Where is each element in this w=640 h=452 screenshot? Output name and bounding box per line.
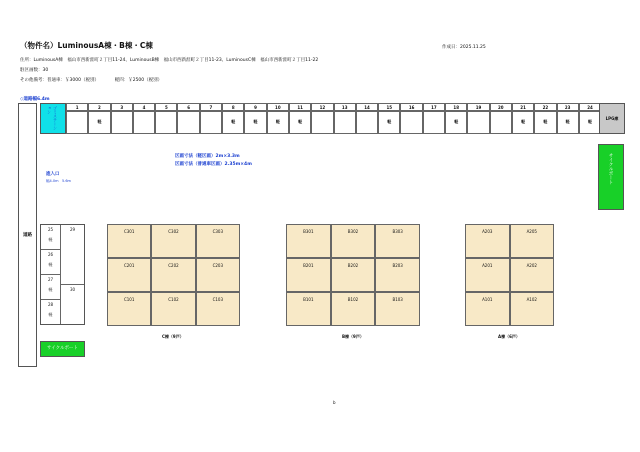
parking-number-cell: 19 [467,103,489,111]
parking-space-cell: 軽 [289,111,311,134]
entrance-label: 進入口 [46,172,60,177]
parking-number-cell: 24 [579,103,601,111]
road-label: 道路 [23,233,32,238]
unit-label: B103 [392,297,403,302]
page-number: b [333,400,336,405]
parking-space-cell: 軽 [512,111,534,134]
total-spaces: 駐区画数：30 [20,68,49,73]
parking-space-cell [490,111,512,134]
parking-number-cell: 23 [557,103,579,111]
parking-number-cell: 16 [400,103,422,111]
parking-space-cell [400,111,422,134]
kei-mark: 軽 [48,237,53,242]
building-a-label: A棟（6戸） [498,334,520,339]
kei-mark: 軽 [48,262,53,267]
unit-label: B102 [347,297,359,302]
building-c-grid [107,224,240,326]
parking-30 [61,285,84,324]
unit-cell [151,292,195,326]
unit-label: C102 [168,297,179,302]
parking-space-cell: 軽 [378,111,400,134]
parking-number-cell: 11 [289,103,311,111]
parking-space-cell [200,111,222,134]
building-a-grid [465,224,554,326]
parking-space-cell [66,111,88,134]
building-b-grid [286,224,420,326]
unit-cell [286,224,331,258]
unit-cell [375,292,420,326]
parking-number-cell: 17 [423,103,445,111]
unit-cell [375,224,420,258]
unit-label: B101 [303,297,314,302]
unit-label: C201 [123,263,135,268]
parking-number: 26 [47,252,54,257]
parking-number-cell: 12 [311,103,333,111]
unit-label: A102 [526,297,537,302]
parking-26 [41,250,61,275]
unit-cell [286,258,331,292]
parking-space-cell: 軽 [534,111,556,134]
address-line: 住所：LuminousA棟 福山市西新涯町２丁目11-24、LuminousB棟 福山市西新涯町２丁目11-23、LuminousC棟 福山市西新涯町２丁目11-22 [20,58,319,63]
parking-number: 27 [47,277,54,282]
parking-number-cell: 6 [177,103,199,111]
entrance-width: 幅4.0m 5.6m [46,179,71,183]
unit-cell [151,258,195,292]
unit-cell [465,258,510,292]
unit-label: B202 [347,263,359,268]
parking-space-cell [423,111,445,134]
parking-number-cell: 2 [88,103,110,111]
parking-number-cell: 5 [155,103,177,111]
parking-number-cell: 7 [200,103,222,111]
cycle-port-right-label: サイクルポート [608,153,613,185]
parking-space-cell [177,111,199,134]
fee-note: その他備考：普通車：￥3000（税別） 軽四：￥2500（税別） [20,78,163,83]
unit-label: A203 [482,229,493,234]
unit-label: B201 [303,263,314,268]
unit-cell [107,292,151,326]
created-date: 作成日：2025.11.25 [442,45,486,50]
parking-number-row [66,103,601,111]
parking-space-cell [111,111,133,134]
parking-space-cell: 軽 [267,111,289,134]
unit-label: C301 [123,229,135,234]
unit-cell [331,258,376,292]
unit-cell [107,224,151,258]
kei-mark: 軽 [48,312,53,317]
unit-cell [465,224,510,258]
parking-number: 30 [69,287,76,292]
unit-label: C203 [212,263,224,268]
unit-cell [510,224,555,258]
unit-cell [510,258,555,292]
cycle-port-bottom: サイクルポート [40,341,85,357]
unit-cell [151,224,195,258]
lpg-storage: LPG庫 [599,103,625,134]
unit-cell [196,292,240,326]
parking-29 [61,225,84,285]
parking-space-cell [467,111,489,134]
parking-number-cell: 8 [222,103,244,111]
parking-space-cell [133,111,155,134]
unit-cell [331,224,376,258]
garbage-station [40,103,66,134]
parking-28 [41,300,61,324]
parking-number-cell: 15 [378,103,400,111]
parking-number-cell: 4 [133,103,155,111]
parking-space-cell: 軽 [579,111,601,134]
parking-space-cell: 軽 [244,111,266,134]
parking-space-cell [155,111,177,134]
unit-cell [107,258,151,292]
parking-space-cell: 軽 [557,111,579,134]
unit-label: B303 [392,229,403,234]
unit-cell [331,292,376,326]
parking-space-cell: 軽 [445,111,467,134]
parking-27 [41,275,61,300]
parking-number-cell: 20 [490,103,512,111]
garbage-station-label: ゴミステーション [47,106,58,130]
unit-cell [196,258,240,292]
light-space-dims: 区画寸法（軽区画）2m×3.3m [175,154,240,159]
unit-cell [510,292,555,326]
unit-cell [465,292,510,326]
unit-label: A202 [526,263,537,268]
unit-label: A101 [482,297,493,302]
parking-number-cell: 9 [244,103,266,111]
road-width-label: ◇道路幅6.4m [20,97,50,102]
unit-label: A201 [482,263,493,268]
parking-number-cell: 13 [334,103,356,111]
parking-number: 29 [69,227,76,232]
unit-label: C101 [123,297,135,302]
parking-space-cell: 軽 [88,111,110,134]
parking-space-cell [356,111,378,134]
unit-cell [375,258,420,292]
parking-cell-row [66,111,601,134]
page-title: （物件名）LuminousA棟・B棟・C棟 [20,41,153,50]
parking-number-cell: 18 [445,103,467,111]
kei-mark: 軽 [48,287,53,292]
parking-number-cell: 1 [66,103,88,111]
unit-label: C103 [212,297,224,302]
unit-label: B302 [347,229,359,234]
unit-label: A205 [526,229,537,234]
cycle-port-right [598,144,624,210]
unit-label: C302 [168,229,179,234]
parking-number-cell: 3 [111,103,133,111]
building-b-label: B棟（9戸） [342,334,364,339]
unit-cell [286,292,331,326]
parking-number-cell: 14 [356,103,378,111]
parking-space-cell: 軽 [222,111,244,134]
parking-number-cell: 10 [267,103,289,111]
unit-cell [196,224,240,258]
building-c-label: C棟（9戸） [162,334,184,339]
parking-number: 25 [47,227,54,232]
parking-number: 28 [47,302,54,307]
parking-number-cell: 21 [512,103,534,111]
unit-label: C202 [168,263,179,268]
left-parking-block [40,224,85,325]
unit-label: B301 [303,229,314,234]
parking-number-cell: 22 [534,103,556,111]
unit-label: C303 [212,229,224,234]
parking-25 [41,225,61,250]
normal-space-dims: 区画寸法（普通車区画）2.35m×4m [175,162,252,167]
parking-space-cell [334,111,356,134]
parking-space-cell [311,111,333,134]
unit-label: B203 [392,263,403,268]
